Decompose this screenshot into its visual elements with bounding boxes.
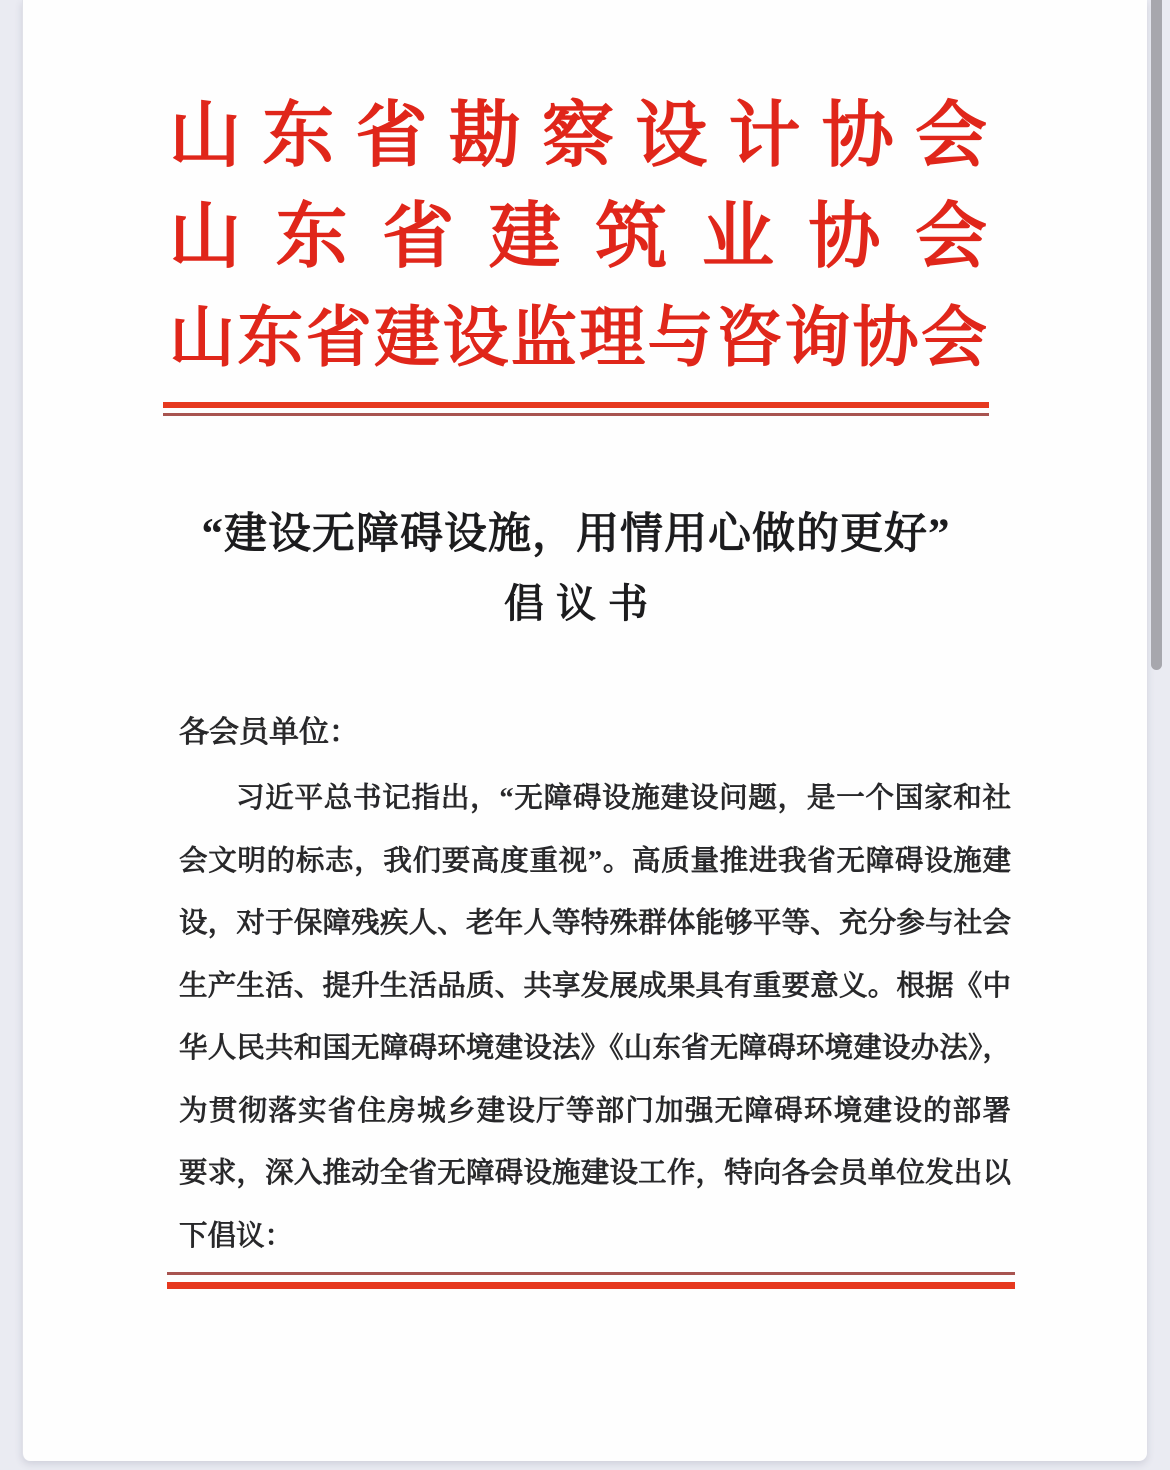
letterhead-line-2: 山东省建筑业协会 [169, 197, 987, 277]
header-rule-thin [163, 413, 989, 416]
body-paragraph [179, 768, 1011, 1268]
salutation: 各会员单位： [179, 716, 359, 749]
letterhead [169, 86, 987, 389]
document-title: “建设无障碍设施，用情用心做的更好” [201, 511, 951, 558]
document-page [22, 0, 1147, 1461]
footer-rule-thin [167, 1272, 1015, 1275]
body-line: 生产生活、提升生活品质、共享发展成果具有重要意义。根据《中 [179, 970, 1011, 1002]
body-line: 华人民共和国无障碍环境建设法》《山东省无障碍环境建设办法》， [179, 1033, 1011, 1064]
body-line: 会文明的标志，我们要高度重视”。高质量推进我省无障碍设施建 [179, 845, 1011, 877]
body-line: 要求，深入推动全省无障碍设施建设工作，特向各会员单位发出以 [179, 1158, 1011, 1189]
document-subtitle: 倡议书 [504, 581, 660, 626]
letterhead-line-3: 山东省建设监理与咨询协会 [169, 302, 987, 375]
footer-rule-thick [167, 1282, 1015, 1289]
header-rule-thick [163, 402, 989, 408]
body-line: 习近平总书记指出，“无障碍设施建设问题，是一个国家和社 [236, 783, 1011, 814]
body-line: 设，对于保障残疾人、老年人等特殊群体能够平等、充分参与社会 [179, 908, 1011, 939]
body-line: 下倡议： [179, 1220, 294, 1252]
letterhead-line-1: 山东省勘察设计协会 [169, 96, 987, 176]
body-line: 为贯彻落实省住房城乡建设厅等部门加强无障碍环境建设的部署 [179, 1095, 1011, 1127]
scrollbar-thumb[interactable] [1151, 0, 1162, 670]
